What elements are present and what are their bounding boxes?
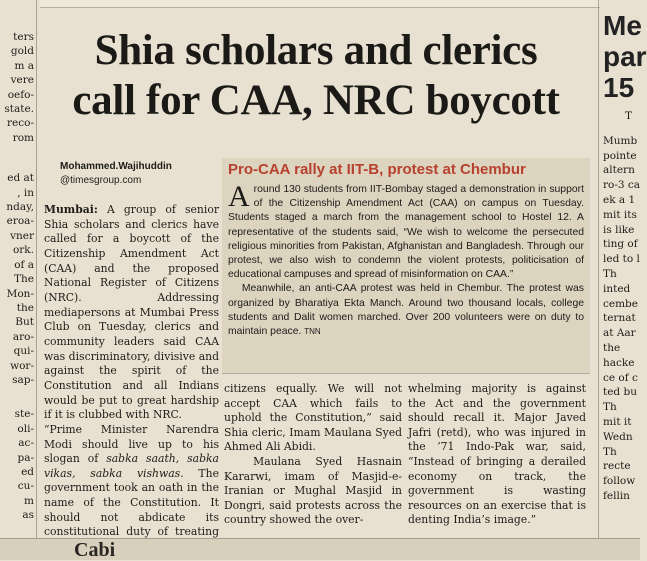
left-fragment-block [0, 30, 34, 145]
author-org: @timesgroup.com [60, 175, 142, 186]
right-headline-line: 15 [603, 72, 635, 103]
left-fragment-line: vere [10, 74, 34, 87]
left-fragment-line: sap- [12, 373, 34, 386]
column-rule-right [598, 0, 599, 559]
right-headline-line: par [603, 41, 647, 72]
left-fragment-line: pa- [17, 451, 34, 464]
paragraph: A group of senior Shia scholars and clerics have called for a boycott of the Citizenship Amendment Act (CAA) and the proposed National Register of Citizens (NRC). Addressing mediapersons at Mumbai Press Club on Tuesday, clerics and community leaders said CAA was discriminatory, divisive and against the spirit of the Constitution and all Indians would be put to great hardship if it is clubbed with NRC. [44, 203, 219, 422]
left-fragment-line: ste- [14, 408, 34, 421]
right-text-line: Mumb [603, 134, 638, 147]
right-text-line: Th [603, 401, 617, 414]
column-rule-left [36, 0, 37, 559]
left-fragment-line: rom [12, 131, 34, 144]
right-text-line: mit it [603, 415, 632, 428]
left-fragment-line: The [14, 273, 34, 286]
article-column-2 [224, 382, 402, 528]
right-text-line: recte [603, 460, 631, 473]
news-agency-credit: TNN [304, 327, 321, 337]
right-adjacent-column [603, 10, 647, 504]
left-fragment-line: ed [21, 465, 34, 478]
left-fragment-line: wor- [10, 359, 34, 372]
right-headline-fragment [603, 10, 647, 103]
left-fragment-line: ork. [12, 244, 34, 257]
right-text-line: Th [603, 445, 617, 458]
left-fragment-line: m a [14, 59, 34, 72]
sidebar-paragraph-2: Meanwhile, an anti-CAA protest was held in Chembur. The protest was organized by Bharatiya Ekta Manch. Around two thousand locals, college students and Dalit women marched. Over 200 volunteers were on duty to maintain peace. [228, 283, 584, 338]
left-fragment-line: Mon- [6, 287, 34, 300]
right-headline-line: Me [603, 10, 642, 41]
left-fragment-line: aro- [12, 330, 34, 343]
sidebar-box [222, 158, 590, 374]
left-fragment-line: of a [14, 258, 34, 271]
right-text-line: ted bu [603, 386, 637, 399]
sidebar-headline: Pro-CAA rally at IIT-B, protest at Chembur [228, 161, 526, 178]
headline-line-2: call for CAA, NRC boycott [72, 77, 560, 124]
sidebar-text [228, 180, 584, 339]
headline-line-1: Shia scholars and clerics [94, 27, 538, 74]
byline [60, 160, 220, 188]
article-column-3 [408, 382, 586, 528]
right-text-line: is like [603, 223, 635, 236]
drop-cap: A [228, 180, 250, 213]
paragraph: citizens equally. We will not accept CAA which fails to uphold the Constitution,” said Shia cleric, Imam Maulana Syed Ahmed Ali Abidi. [224, 382, 402, 454]
paragraph-quote-end: . The government took an oath in the name of the Constitution. It should not abdicate its constitutional duty of treating [44, 466, 219, 539]
right-text-line: ternat [603, 312, 636, 325]
left-fragment-line: as [22, 509, 34, 522]
left-fragment-line: , in [17, 186, 34, 199]
left-adjacent-column [0, 30, 34, 523]
right-text-line: cembe [603, 297, 638, 310]
paragraph: whelming majority is against the Act and the government should recall it. Major Javed Jafri (retd), who was injured in the ’71 Indo-Pak war, said, “Instead of bringing a derailed economy on track, the government is wasting resources on an exercise that is denting India’s image.” [408, 382, 586, 527]
right-text-line: inted [603, 282, 631, 295]
article-column-1 [44, 203, 219, 555]
left-fragment-line: ters [13, 31, 34, 43]
top-strip [40, 0, 600, 8]
right-text-line: at Aar [603, 327, 636, 340]
right-text-line: Wedn [603, 430, 633, 443]
left-fragment-line: vner [10, 229, 34, 242]
sidebar-paragraph-1: round 130 students from IIT-Bombay staged a demonstration in support of the Citizenship Amendment Act (CAA) on campus on Tuesday. Students staged a march from the management school to Hostel 12. A representative of the students said, “We wish to welcome the persecuted religious minorities from Pakistan, Afghanistan and Bangladesh. Through our protest, we also wish to condemn the violent protests, politicisation of educational campuses and spread of misinformation on CAA.” [228, 184, 584, 281]
right-text-line: ce of c [603, 371, 638, 384]
right-text-line: Th [603, 267, 617, 280]
left-fragment-line: m [24, 494, 34, 507]
right-text-line: ek a 1 [603, 193, 636, 206]
right-text-line: mit its [603, 208, 637, 221]
right-text-lines [603, 134, 643, 504]
right-text-line: the [603, 341, 621, 354]
left-fragment-line: the [16, 301, 34, 314]
author-name: Mohammed.Wajihuddin [60, 161, 172, 172]
left-fragment-line: qui- [13, 345, 34, 358]
right-text-line: follow [603, 475, 636, 488]
left-fragment-line: cu- [17, 480, 34, 493]
dateline: Mumbai: [44, 203, 98, 216]
right-body-fragment [603, 109, 643, 504]
left-fragment-line: oefo- [7, 88, 34, 101]
right-text-line: led to l [603, 253, 640, 266]
main-headline [46, 26, 586, 126]
left-fragment-line: nday, [6, 201, 34, 214]
right-text-line: ro-3 ca [603, 179, 641, 192]
right-text-line: ting of [603, 238, 638, 251]
left-fragment-line: reco- [7, 117, 34, 130]
next-article-strip [0, 538, 640, 560]
next-headline-fragment: Cabi [74, 539, 116, 561]
right-text-line: hacke [603, 356, 635, 369]
right-byline-fragment: T [625, 110, 633, 122]
right-text-line: altern [603, 164, 635, 177]
left-fragment-line: gold [10, 45, 34, 58]
left-fragment-line: ac- [18, 437, 34, 450]
paragraph: Maulana Syed Hasnain Kararwi, imam of Masjid-e-Iranian or Mughal Masjid in Dongri, said protests across the country showed the over- [224, 454, 402, 527]
left-fragment-line: But [15, 316, 34, 329]
slogan-italic: sabka saath, sabka vikas, sabka vishwas [44, 452, 219, 480]
paragraph-quote-start: “Prime Minister Narendra Modi should live up to his slogan of [44, 422, 219, 466]
left-fragment-block [0, 171, 34, 387]
left-fragment-block [0, 407, 34, 522]
left-fragment-line: ed at [7, 172, 34, 185]
right-text-line: pointe [603, 149, 637, 162]
left-fragment-line: eroa- [6, 215, 34, 228]
left-fragment-line: oli- [17, 422, 34, 435]
right-text-line: fellin [603, 489, 630, 502]
left-fragment-line: state. [4, 103, 34, 116]
